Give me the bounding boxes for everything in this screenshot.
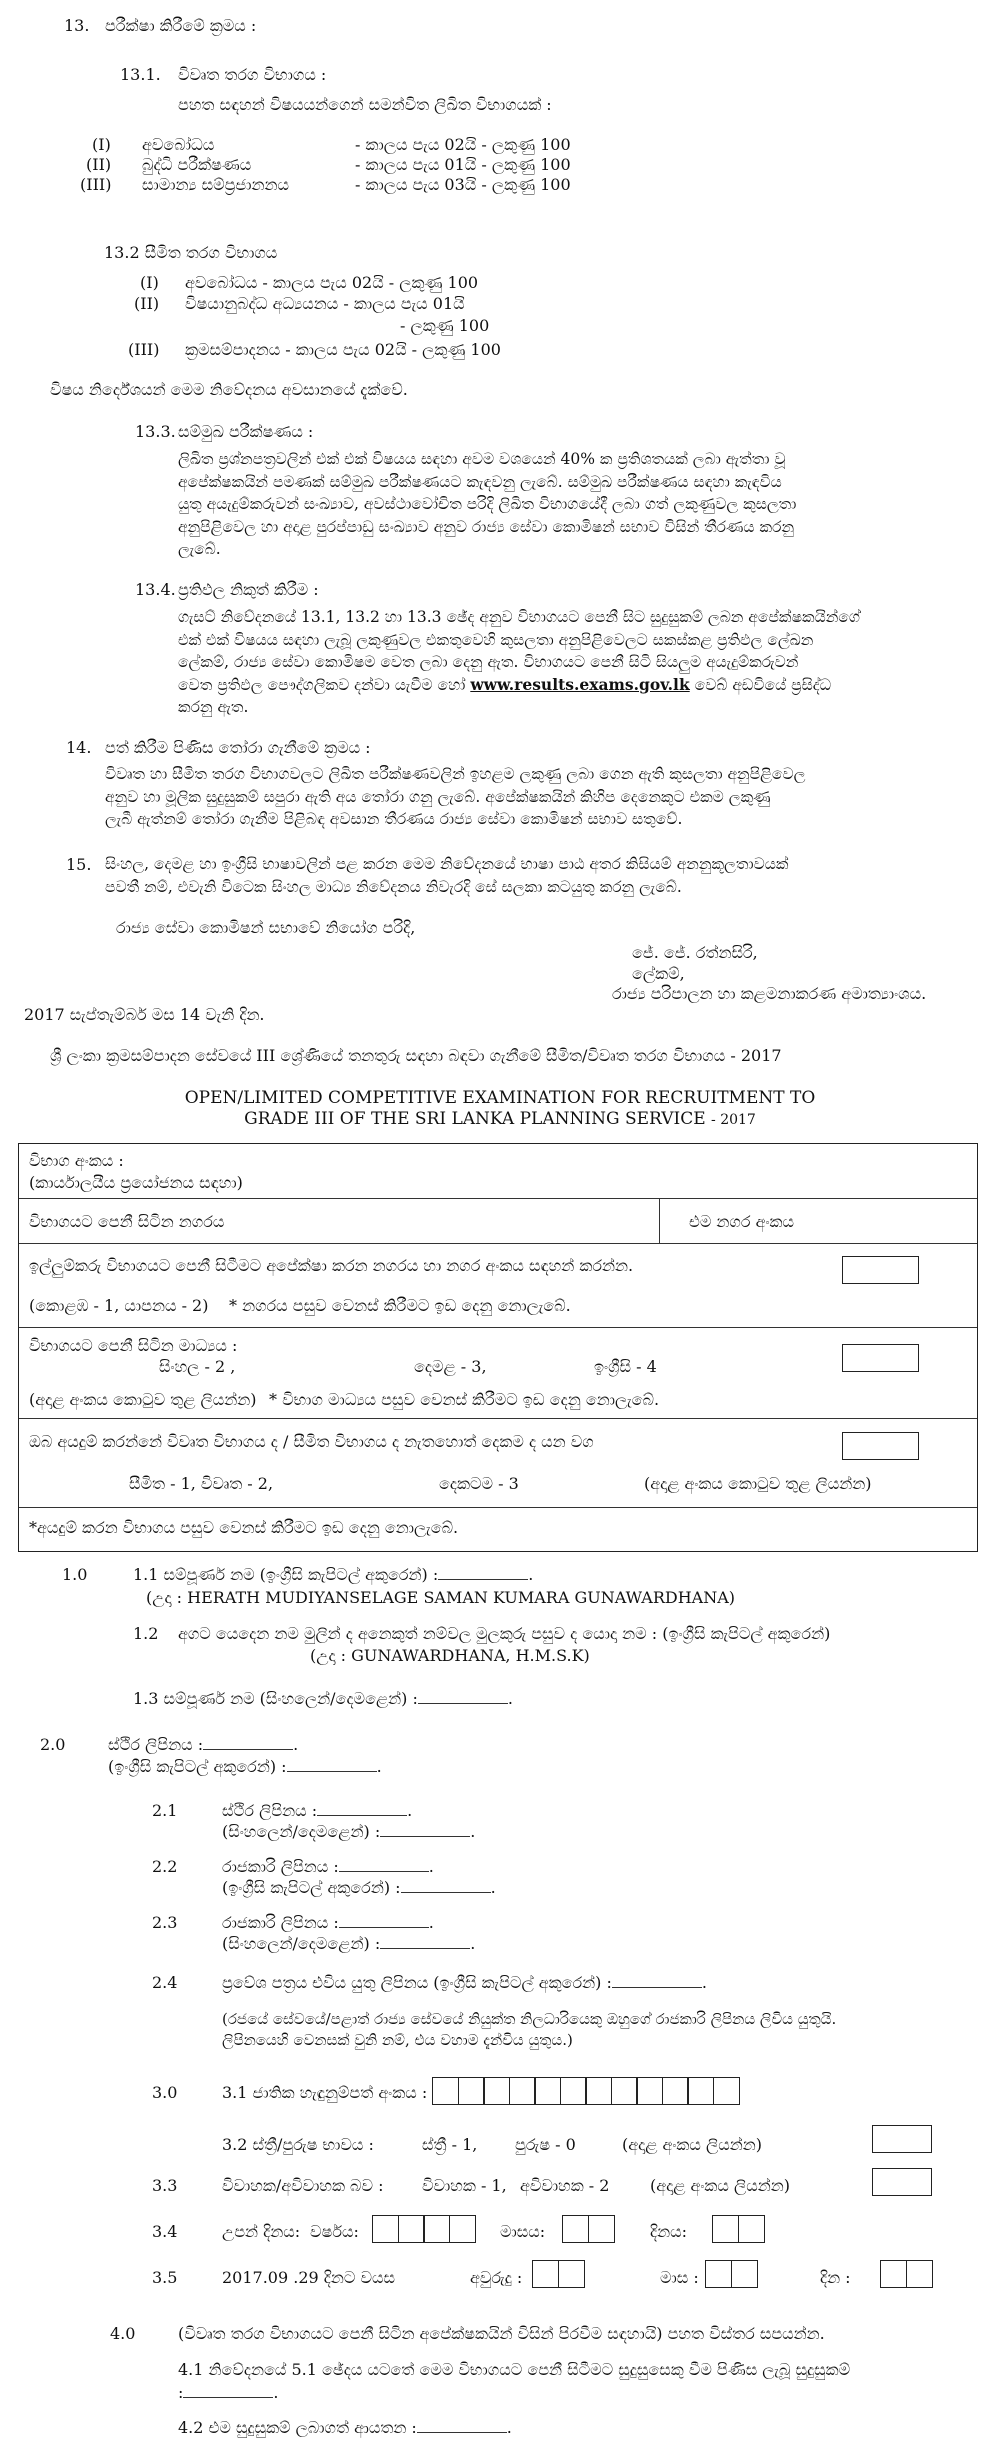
results-website-link[interactable]: www.results.exams.gov.lk xyxy=(470,674,690,694)
age-months-label: මාස : xyxy=(660,2268,699,2287)
dob-month-digit-box[interactable] xyxy=(562,2215,589,2243)
sex-option-male: පුරුෂ - 0 xyxy=(515,2135,576,2154)
exam-city-label: විභාගයට පෙනී සිටින නගරය xyxy=(29,1212,225,1231)
sec132-roman-3: (III) xyxy=(128,340,160,359)
age-months-digit-box[interactable] xyxy=(705,2260,732,2288)
city-request-label: ඉල්ලුම්කරු විභාගයට පෙනී සිටීමට අපේක්ෂා කරන නගරය හා නගර අංකය සඳහන් කරන්න. xyxy=(29,1256,634,1275)
dob-year-label: වර්ෂය: xyxy=(310,2222,359,2241)
sec131-subject-2: බුද්ධි පරීක්ෂණය xyxy=(142,155,252,174)
medium-hint: (අදාළ අංකය කොටුව තුළ ලියන්න) xyxy=(29,1390,257,1409)
sec134-paragraph: ගැසට් නිවේදනයේ 13.1, 13.2 හා 13.3 ඡේද අනුව විභාගයට පෙනී සිට සුදුසුකම් ලබන අපේක්ෂකයින්ගේ එක් එක් විෂයය සඳහා ලැබූ ලකුණුවල එකතුවෙහි කුසලතා අනුපිළිවෙලට සකස්කළ ප්‍රතිඵල ලේඛන ලේකම්, රාජ්‍ය සේවා කොමිෂම වෙත ලබා දෙනු ඇත. විභාගයට පෙනී සිටි සියලුම අයැදුම්කරුවන් වෙත ප්‍රතිඵල පෞද්ගලිකව දන්වා යැවීම හෝ www.results.exams.gov.lk වෙබ් අඩවියේ ප්‍රසිද්ධ කරනු ඇත. xyxy=(178,608,860,716)
sec22-num: 2.2 xyxy=(152,1857,178,1876)
nic-digit-box[interactable] xyxy=(483,2077,510,2105)
dob-year-digit-box[interactable] xyxy=(398,2215,425,2243)
sec131-roman-3: (III) xyxy=(80,175,112,194)
exam-type-both: දෙකටම - 3 xyxy=(439,1474,519,1493)
sec132-roman-1: (I) xyxy=(140,273,159,292)
sec131-detail-2: - කාලය පැය 01යි - ලකුණු 100 xyxy=(355,155,571,174)
sex-hint: (අදාළ අංකය ලියන්න) xyxy=(622,2135,762,2154)
field-permanent-address-local-2[interactable]: (සිංහලෙන්/දෙමළෙන්) : . xyxy=(222,1822,476,1841)
dob-month-boxes[interactable] xyxy=(562,2215,613,2243)
age-days-label: දින : xyxy=(820,2268,851,2287)
commission-order: රාජ්‍ය සේවා කොමිෂන් සභාවේ නියෝග පරිදි, xyxy=(116,918,416,937)
sec14-num: 14. xyxy=(66,738,92,757)
marital-option-unmarried: අවිවාහක - 2 xyxy=(520,2176,610,2195)
sec30-num: 3.0 xyxy=(152,2083,178,2102)
field-official-address-local-2[interactable]: (සිංහලෙන්/දෙමළෙන්) : . xyxy=(222,1934,476,1953)
sec131-subject-1: අවබෝධය xyxy=(142,135,215,154)
form-heading-english-1: OPEN/LIMITED COMPETITIVE EXAMINATION FOR RECRUITMENT TO xyxy=(184,1088,816,1108)
full-name-example: (උදා : HERATH MUDIYANSELAGE SAMAN KUMARA GUNAWARDHANA) xyxy=(146,1588,736,1607)
form-heading-sinhala: ශ්‍රී ලංකා ක්‍රමසම්පාදන සේවයේ III ශ්‍රේණියේ තනතුරු සඳහා බඳවා ගැනීමේ සීමිත/විවෘත තරග විභාගය - 2017 xyxy=(50,1046,782,1065)
city-column-divider xyxy=(659,1198,660,1243)
city-number-label: එම නගර අංකය xyxy=(689,1212,795,1231)
nic-digit-box[interactable] xyxy=(687,2077,714,2105)
nic-number-boxes[interactable] xyxy=(432,2077,738,2105)
row-divider xyxy=(19,1327,977,1328)
application-form-box xyxy=(18,1143,978,1552)
medium-option-english: ඉංග්‍රීසි - 4 xyxy=(594,1357,657,1376)
row-divider xyxy=(19,1243,977,1244)
dob-day-boxes[interactable] xyxy=(712,2215,763,2243)
field-full-name-local[interactable]: 1.3 සම්පූර්ණ නම (සිංහලෙන්/දෙමළෙන්) : . xyxy=(133,1689,513,1708)
age-days-boxes[interactable] xyxy=(880,2260,931,2288)
marital-label: විවාහක/අවිවාහක බව : xyxy=(222,2176,384,2195)
field-qualifications[interactable]: 4.1 නිවේදනයේ 5.1 ඡේදය යටතේ මෙම විභාගයට පෙනී සිටීමට සුදුසුසෙකු වීම පිණිස ලැබූ සුදුසුකම් xyxy=(178,2360,851,2379)
sec132-item-1: අවබෝධය - කාලය පැය 02යි - ලකුණු 100 xyxy=(185,273,479,292)
age-years-label: අවුරුදු : xyxy=(470,2268,523,2287)
age-days-digit-box[interactable] xyxy=(906,2260,933,2288)
exam-type-options: සීමිත - 1, විවෘත - 2, xyxy=(129,1474,274,1493)
nic-digit-box[interactable] xyxy=(534,2077,561,2105)
dob-year-digit-box[interactable] xyxy=(372,2215,399,2243)
field-official-address-english[interactable]: (ඉංග්‍රීසි කැපිටල් අකුරෙන්) : . xyxy=(222,1878,496,1897)
sex-label: 3.2 ස්ත්‍රී/පුරුෂ භාවය : xyxy=(222,2135,374,2154)
field-permanent-address-local[interactable]: ස්ථිර ලිපිනය : . xyxy=(222,1801,413,1820)
field-qualifications-line[interactable]: : . xyxy=(178,2383,279,2402)
nic-digit-box[interactable] xyxy=(509,2077,536,2105)
notice-date: 2017 සැප්තැම්බර් මස 14 වැනි දින. xyxy=(24,1005,265,1024)
age-label: 2017.09 .29 දිනට වයස xyxy=(222,2268,395,2287)
field-official-address-local[interactable]: රාජකාරි ලිපිනය : . xyxy=(222,1913,434,1932)
dob-year-boxes[interactable] xyxy=(372,2215,474,2243)
sec33-num: 3.3 xyxy=(152,2176,178,2195)
sec23-num: 2.3 xyxy=(152,1913,178,1932)
sec132-title: 13.2 සීමිත තරග විභාගය xyxy=(104,243,278,262)
office-use-label: (කාර්යාලයීය ප්‍රයෝජනය සඳහා) xyxy=(29,1173,243,1192)
sec134-title: ප්‍රතිඵල නිකුත් කිරීම : xyxy=(178,580,319,599)
sec131-detail-3: - කාලය පැය 03යි - ලකුණු 100 xyxy=(355,175,571,194)
sec40-title: (විවෘත තරග විභාගයට පෙනී සිටින අපේක්ෂකයින් විසින් පිරවීම සඳහායි) පහත විස්තර සපයන්න. xyxy=(178,2324,825,2343)
signatory-name: ජේ. ජේ. රත්නසිරි, xyxy=(632,943,758,962)
nic-digit-box[interactable] xyxy=(585,2077,612,2105)
dob-month-label: මාසය: xyxy=(500,2222,546,2241)
sec24-num: 2.4 xyxy=(152,1973,178,1992)
sec21-num: 2.1 xyxy=(152,1801,178,1820)
sec133-title: සම්මුඛ පරීක්ෂණය : xyxy=(178,422,314,441)
sec35-num: 3.5 xyxy=(152,2268,178,2287)
marital-input-box[interactable] xyxy=(872,2168,932,2196)
sec14-paragraph: විවෘත හා සීමිත තරග විභාගවලට ලිඛිත පරීක්ෂණවලින් ඉහළම ලකුණු ලබා ගෙන ඇති කුසලතා අනුපිළිවෙල අනුව හා මූලික සුදුසුකම් සපුරා ඇති අය තෝරා ගනු ලැබේ. අපේක්ෂකයින් කිහිප දෙනෙකුට එකම ලකුණු ලැබී ඇත්නම් තෝරා ගැනීම පිළිබඳ අවසාන තීරණය රාජ්‍ය සේවා කොමිෂන් සභාව සතුවේ. xyxy=(105,765,806,828)
row-divider xyxy=(19,1198,977,1199)
sec131-title: විවෘත තරග විභාගය : xyxy=(178,65,327,84)
sec131-roman-1: (I) xyxy=(92,135,111,154)
dob-month-digit-box[interactable] xyxy=(588,2215,615,2243)
marital-hint: (අදාළ අංකය ලියන්න) xyxy=(650,2176,790,2195)
medium-option-sinhala: සිංහල - 2 , xyxy=(159,1357,236,1376)
nic-digit-box[interactable] xyxy=(713,2077,740,2105)
sex-option-female: ස්ත්‍රී - 1, xyxy=(422,2135,478,2154)
age-months-digit-box[interactable] xyxy=(731,2260,758,2288)
sec133-paragraph: ලිඛිත ප්‍රශ්නපත්‍රවලින් එක් එක් විෂයය සඳහා අවම වශයෙන් 40% ක ප්‍රතිශතයක් ලබා ඇත්තා වූ අපේක්ෂකයින් පමණක් සම්මුඛ පරීක්ෂණයට කැඳවනු ලැබේ. සම්මුඛ පරීක්ෂණය සඳහා කැඳවිය යුතු අයැදුම්කරුවන් සංඛ්‍යාව, අවස්ථාවෝචිත පරිදි ලිඛිත විභාගයේදී ලබා ගත් ලකුණුවල කුසලතා අනුපිළිවෙල හා අදාළ පුරප්පාඩු සංඛ්‍යාව අනුව රාජ්‍ය සේවා කොමිෂන් සභාව විසින් තීරණය කරනු ලැබේ. xyxy=(178,450,797,558)
signatory-ministry: රාජ්‍ය පරිපාලන හා කළමනාකරණ අමාත්‍යාංශය. xyxy=(612,984,927,1003)
nic-digit-box[interactable] xyxy=(611,2077,638,2105)
sec131-intro: පහත සඳහන් විෂයයන්ගෙන් සමන්විත ලිඛිත විභාගයක් : xyxy=(178,95,552,114)
dob-day-digit-box[interactable] xyxy=(738,2215,765,2243)
city-change-note: * නගරය පසුව වෙනස් කිරීමට ඉඩ දෙනු නොලැබේ. xyxy=(229,1296,571,1315)
age-years-digit-box[interactable] xyxy=(558,2260,585,2288)
sec15-paragraph: සිංහල, දෙමළ හා ඉංග්‍රීසි භාෂාවලින් පළ කරන මෙම නිවේදනයේ භාෂා පාඨ අතර කිසියම් අනනුකූලතාවයක් පවතී නම්, එවැනි විටෙක සිංහල මාධ්‍ය නිවේදනය නිවැරදි සේ සලකා කටයුතු කරනු ලැබේ. xyxy=(105,855,789,896)
sec15-num: 15. xyxy=(66,855,92,874)
field-official-address[interactable]: රාජකාරි ලිපිනය : . xyxy=(222,1857,434,1876)
name-initials-example: (උදා : GUNAWARDHANA, H.M.S.K) xyxy=(310,1646,590,1665)
sec131-roman-2: (II) xyxy=(86,155,112,174)
sec132-item-2: විෂයානුබද්ධ අධ්‍යයනය - කාලය පැය 01යි xyxy=(185,294,465,313)
sec132-item-2-marks: - ලකුණු 100 xyxy=(400,316,490,335)
exam-type-question: ඔබ අයදුම් කරන්නේ විවෘත විභාගය ද / සීමිත විභාගය ද නැතහොත් දෙකම ද යන වග xyxy=(29,1432,594,1451)
field-admission-address[interactable]: ප්‍රවේශ පත්‍රය එවිය යුතු ලිපිනය (ඉංග්‍රීසි කැපිටල් අකුරෙන්) : . xyxy=(222,1973,707,1992)
sec34-num: 3.4 xyxy=(152,2222,178,2241)
field-full-name-english[interactable]: 1.1 සම්පූර්ණ නම (ඉංග්‍රීසි කැපිටල් අකුරෙන්) : . xyxy=(133,1565,534,1584)
field-permanent-address-english[interactable]: (ඉංග්‍රීසි කැපිටල් අකුරෙන්) : . xyxy=(108,1757,382,1776)
nic-digit-box[interactable] xyxy=(432,2077,459,2105)
sec131-subject-3: සාමාන්‍ය සම්ප්‍රජානනය xyxy=(142,175,289,194)
exam-type-change-note: *අයදුම් කරන විභාගය පසුව වෙනස් කිරීමට ඉඩ දෙනු නොලැබේ. xyxy=(29,1518,459,1537)
sec20-num: 2.0 xyxy=(40,1735,66,1754)
city-example: (කොළඹ - 1, යාපනය - 2) xyxy=(29,1296,209,1315)
medium-input-box[interactable] xyxy=(842,1344,919,1372)
sec40-num: 4.0 xyxy=(110,2324,136,2343)
field-name-with-initials[interactable]: අගට යෙදෙන නම මුලින් ද අනෙකුත් නම්වල මුලකුරු පසුව ද යොදා නම : (ඉංග්‍රීසි කැපිටල් අකුරෙන්) xyxy=(178,1624,831,1643)
dob-year-digit-box[interactable] xyxy=(423,2215,450,2243)
sec131-detail-1: - කාලය පැය 02යි - ලකුණු 100 xyxy=(355,135,571,154)
sec12-num: 1.2 xyxy=(133,1624,159,1643)
medium-option-tamil: දෙමළ - 3, xyxy=(414,1357,487,1376)
admission-address-note-1: (රජයේ සේවයේ/පළාත් රාජ්‍ය සේවයේ නියුක්ත නිලධාරියෙකු ඔහුගේ රාජකාරි ලිපිනය ලිවිය යුතුයි. xyxy=(222,2010,837,2028)
city-number-input-box[interactable] xyxy=(842,1256,919,1284)
dob-day-digit-box[interactable] xyxy=(712,2215,739,2243)
signatory-role: ලේකම්, xyxy=(632,964,685,983)
row-divider xyxy=(19,1418,977,1419)
sec13-num: 13. xyxy=(64,16,90,35)
nic-digit-box[interactable] xyxy=(636,2077,663,2105)
sec134-num: 13.4. xyxy=(135,580,176,599)
medium-change-note: * විභාග මාධ්‍යය පසුව වෙනස් කිරීමට ඉඩ දෙනු නොලැබේ. xyxy=(269,1390,660,1409)
form-heading-english-2: GRADE III OF THE SRI LANKA PLANNING SERVICE - 2017 xyxy=(244,1109,756,1129)
age-years-digit-box[interactable] xyxy=(532,2260,559,2288)
nic-digit-box[interactable] xyxy=(458,2077,485,2105)
sec13-title: පරීක්ෂා කිරීමේ ක්‍රමය : xyxy=(105,16,257,35)
nic-digit-box[interactable] xyxy=(560,2077,587,2105)
nic-label: 3.1 ජාතික හැඳුනුම්පත් අංකය : xyxy=(222,2083,428,2102)
sec132-roman-2: (II) xyxy=(134,294,160,313)
field-institutions[interactable]: 4.2 එම සුදුසුකම් ලබාගත් ආයතන : . xyxy=(178,2418,512,2437)
nic-digit-box[interactable] xyxy=(662,2077,689,2105)
sec133-num: 13.3. xyxy=(135,422,176,441)
age-months-boxes[interactable] xyxy=(705,2260,756,2288)
field-permanent-address[interactable]: ස්ථිර ලිපිනය : . xyxy=(108,1735,299,1754)
exam-type-hint: (අදාළ අංකය කොටුව තුළ ලියන්න) xyxy=(644,1474,872,1493)
exam-medium-label: විභාගයට පෙනී සිටින මාධ්‍යය : xyxy=(29,1336,238,1355)
dob-day-label: දිනය: xyxy=(650,2222,687,2241)
sec132-item-3: ක්‍රමසම්පාදනය - කාලය පැය 02යි - ලකුණු 100 xyxy=(185,340,501,359)
sec14-title: පත් කිරීම පිණිස තෝරා ගැනීමේ ක්‍රමය : xyxy=(105,738,371,757)
sec131-num: 13.1. xyxy=(120,65,161,84)
syllabus-note: විෂය නිර්දේශයන් මෙම නිවේදනය අවසානයේ දැක්වේ. xyxy=(50,380,408,399)
age-days-digit-box[interactable] xyxy=(880,2260,907,2288)
sex-input-box[interactable] xyxy=(872,2125,932,2153)
exam-number-label: විභාග අංකය : xyxy=(29,1151,124,1170)
dob-year-digit-box[interactable] xyxy=(449,2215,476,2243)
age-years-boxes[interactable] xyxy=(532,2260,583,2288)
exam-type-input-box[interactable] xyxy=(842,1432,919,1460)
dob-label: උපන් දිනය: xyxy=(222,2222,301,2241)
admission-address-note-2: ලිපිනයෙහි වෙනසක් වුනි නම්, එය වහාම දැන්විය යුතුය.) xyxy=(222,2031,573,2049)
sec10-num: 1.0 xyxy=(62,1565,88,1584)
row-divider xyxy=(19,1507,977,1508)
marital-option-married: විවාහක - 1, xyxy=(422,2176,507,2195)
